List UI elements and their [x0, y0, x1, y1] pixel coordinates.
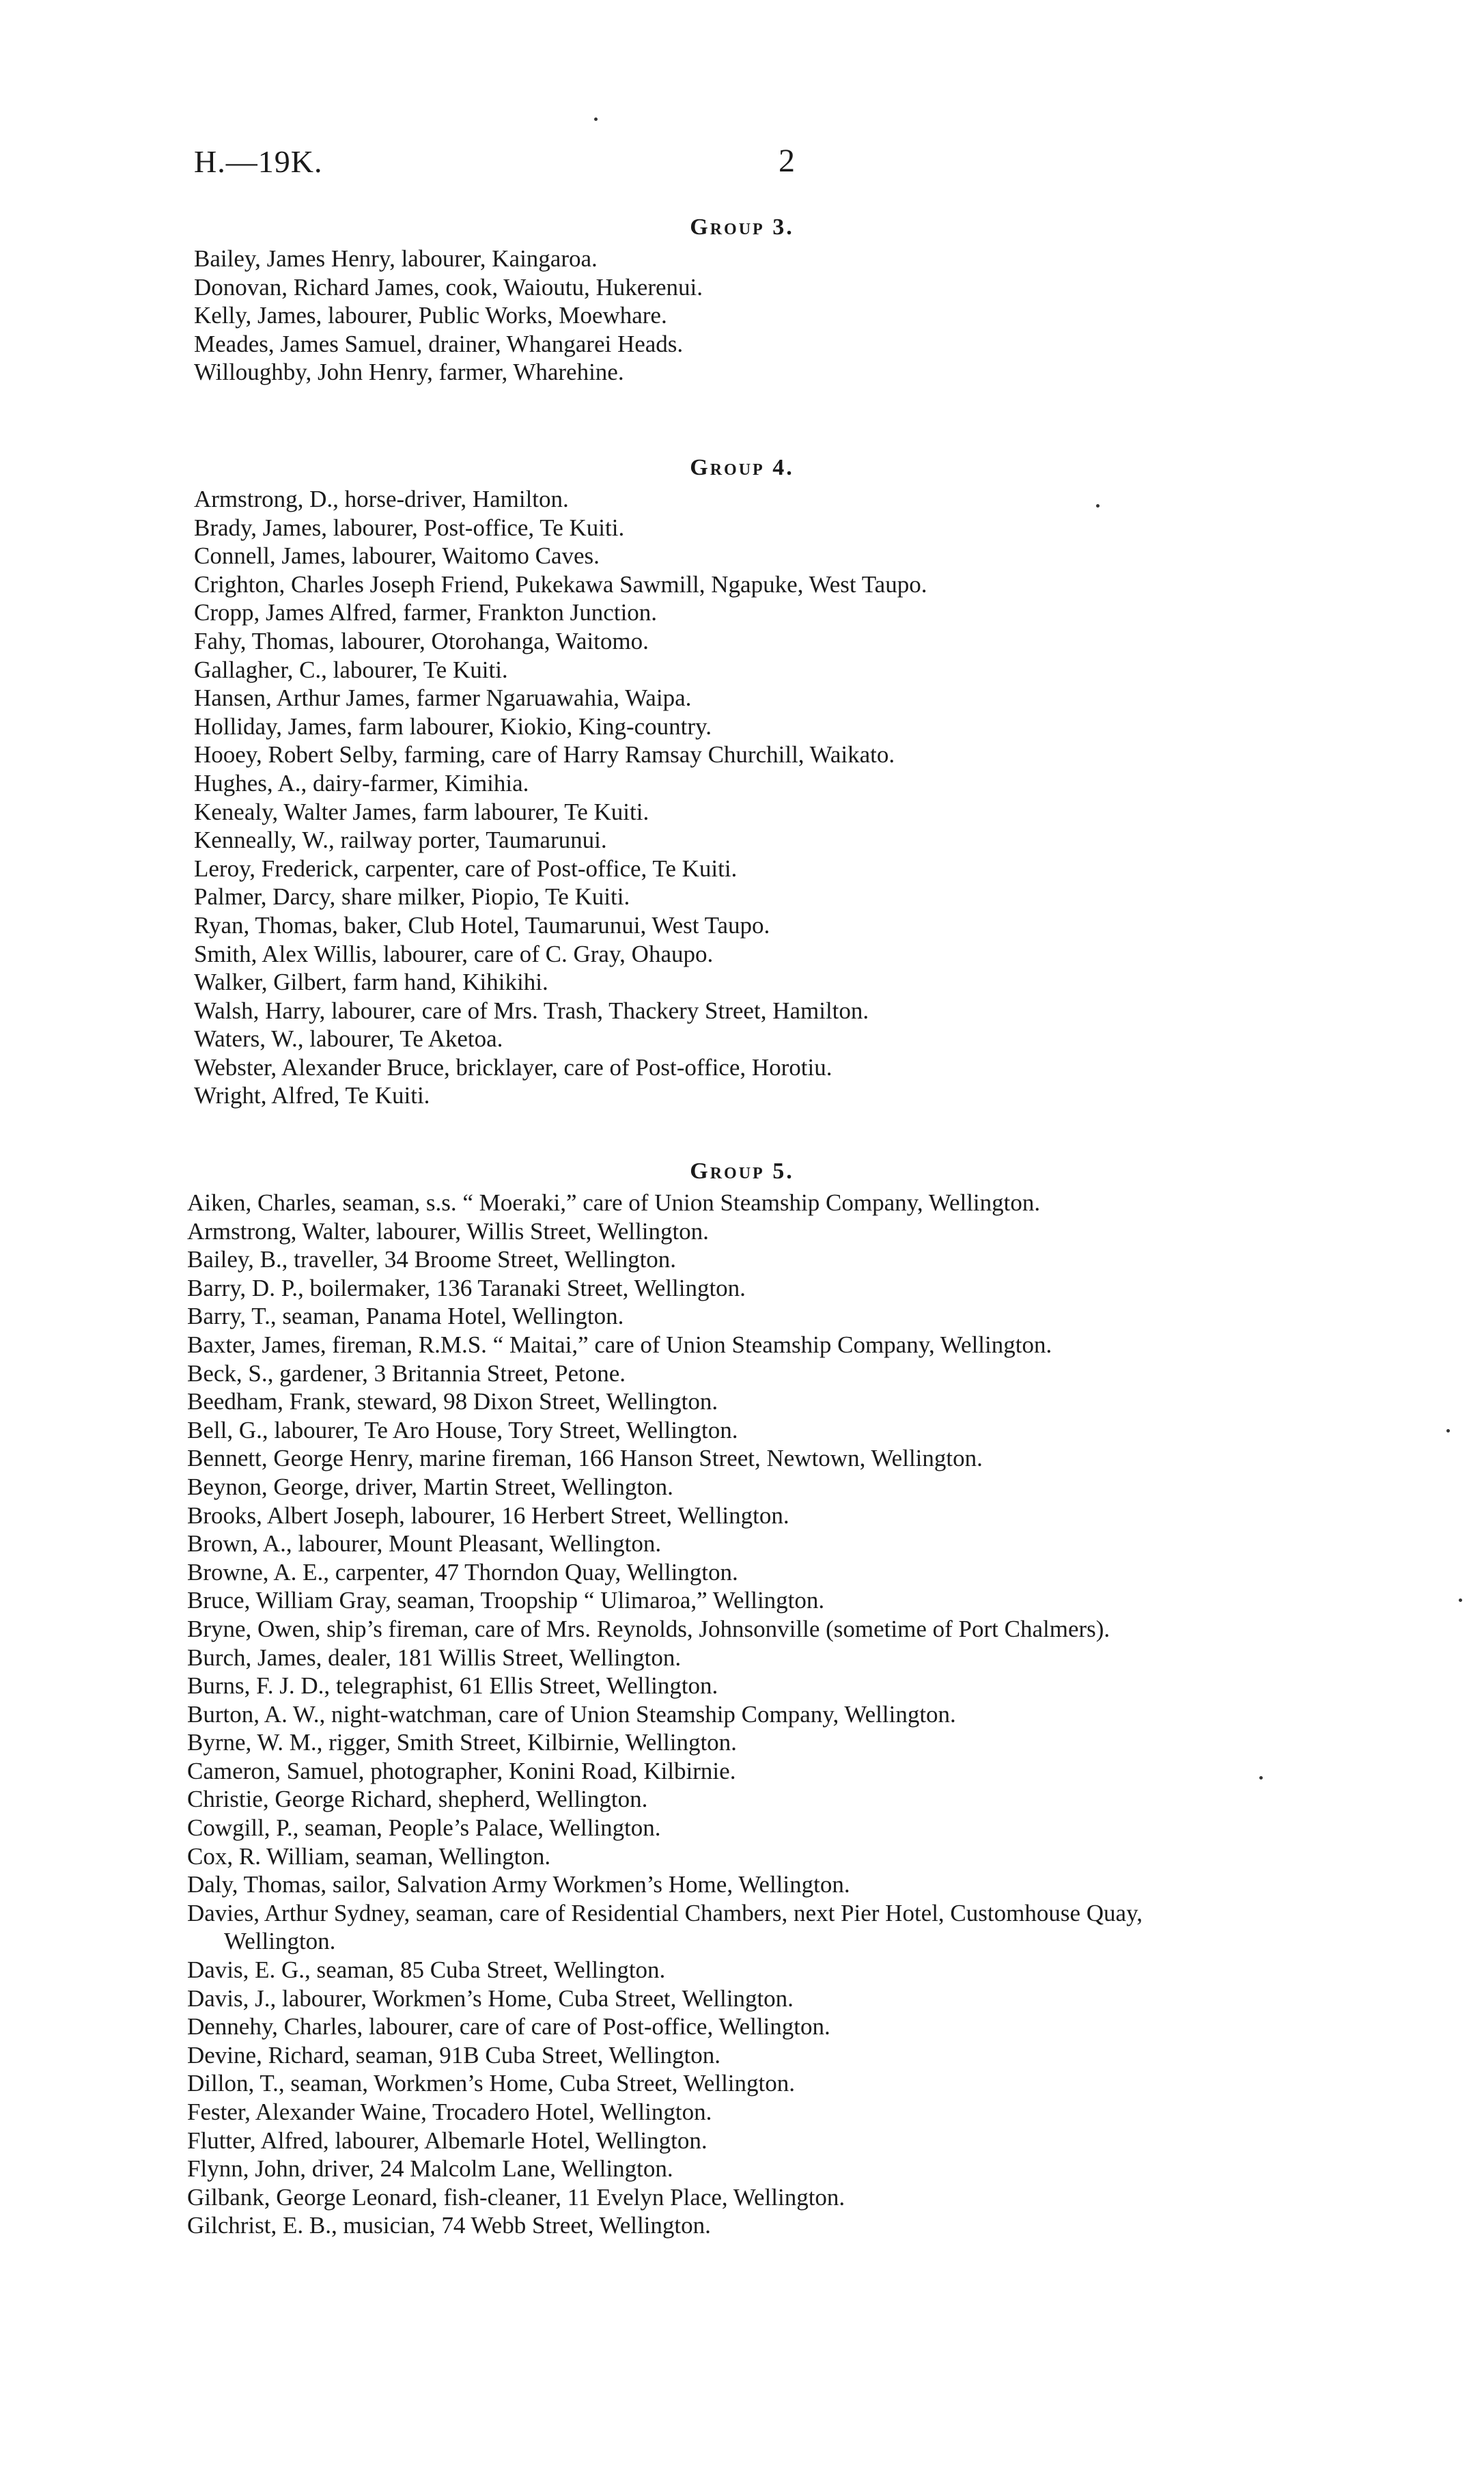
list-item: Wellington.	[224, 1928, 336, 1955]
list-item: Barry, D. P., boilermaker, 136 Taranaki Street, Wellington.	[187, 1274, 746, 1301]
list-item: Dillon, T., seaman, Workmen’s Home, Cuba Street, Wellington.	[187, 2070, 795, 2097]
group-5-section	[0, 1154, 1484, 2240]
list-item: Burns, F. J. D., telegraphist, 61 Ellis Street, Wellington.	[187, 1672, 718, 1700]
entry-list	[194, 485, 1484, 1110]
list-item: Barry, T., seaman, Panama Hotel, Wellington.	[187, 1303, 624, 1330]
list-item: Willoughby, John Henry, farmer, Wharehine.	[194, 359, 624, 386]
list-item: Cropp, James Alfred, farmer, Frankton Junction.	[194, 599, 658, 626]
entry-list	[194, 245, 1484, 387]
list-item: Brooks, Albert Joseph, labourer, 16 Herbert Street, Wellington.	[187, 1502, 789, 1529]
list-item: Baxter, James, fireman, R.M.S. “ Maitai,” care of Union Steamship Company, Wellington.	[187, 1331, 1052, 1358]
list-item: Beck, S., gardener, 3 Britannia Street, Petone.	[187, 1359, 626, 1387]
list-item: Burton, A. W., night-watchman, care of Union Steamship Company, Wellington.	[187, 1700, 956, 1728]
list-item: Bailey, B., traveller, 34 Broome Street, Wellington.	[187, 1246, 677, 1273]
list-item: Bailey, James Henry, labourer, Kaingaroa.	[194, 245, 598, 272]
list-item: Flynn, John, driver, 24 Malcolm Lane, Wellington.	[187, 2155, 673, 2183]
list-item: Christie, George Richard, shepherd, Wellington.	[187, 1786, 648, 1813]
list-item: Gilchrist, E. B., musician, 74 Webb Street, Wellington.	[187, 2212, 711, 2239]
list-item: Fahy, Thomas, labourer, Otorohanga, Waitomo.	[194, 627, 649, 654]
list-item: Gallagher, C., labourer, Te Kuiti.	[194, 656, 508, 683]
list-item: Fester, Alexander Waine, Trocadero Hotel, Wellington.	[187, 2099, 712, 2125]
group-heading: Group 3.	[690, 215, 794, 240]
print-speck	[594, 117, 598, 121]
page-number: 2	[779, 143, 795, 179]
list-item: Beynon, George, driver, Martin Street, Wellington.	[187, 1473, 673, 1500]
list-item: Webster, Alexander Bruce, bricklayer, care of Post-office, Horotiu.	[194, 1053, 832, 1081]
list-item: Smith, Alex Willis, labourer, care of C. Gray, Ohaupo.	[194, 940, 714, 967]
list-item: Leroy, Frederick, carpenter, care of Post-office, Te Kuiti.	[194, 855, 738, 882]
list-item: Armstrong, D., horse-driver, Hamilton.	[194, 486, 569, 512]
group-heading: Group 4.	[690, 455, 794, 480]
list-item: Devine, Richard, seaman, 91B Cuba Street, Wellington.	[187, 2041, 720, 2068]
list-item: Daly, Thomas, sailor, Salvation Army Workmen’s Home, Wellington.	[187, 1871, 850, 1898]
list-item: Burch, James, dealer, 181 Willis Street, Wellington.	[187, 1644, 682, 1671]
list-item: Davies, Arthur Sydney, seaman, care of Residential Chambers, next Pier Hotel, Customhouse Quay,	[187, 1899, 1143, 1926]
list-item: Ryan, Thomas, baker, Club Hotel, Taumarunui, West Taupo.	[194, 911, 770, 939]
list-item: Hughes, A., dairy-farmer, Kimihia.	[194, 769, 529, 797]
list-item: Brady, James, labourer, Post-office, Te Kuiti.	[194, 514, 625, 541]
list-item: Brown, A., labourer, Mount Pleasant, Wellington.	[187, 1530, 662, 1558]
list-item: Waters, W., labourer, Te Aketoa.	[194, 1025, 503, 1053]
list-item: Beedham, Frank, steward, 98 Dixon Street, Wellington.	[187, 1388, 718, 1415]
list-item: Donovan, Richard James, cook, Waioutu, Hukerenui.	[194, 273, 703, 301]
list-item: Kenealy, Walter James, farm labourer, Te Kuiti.	[194, 798, 649, 825]
list-item: Crighton, Charles Joseph Friend, Pukekawa Sawmill, Ngapuke, West Taupo.	[194, 570, 927, 598]
list-item: Davis, J., labourer, Workmen’s Home, Cuba Street, Wellington.	[187, 1984, 794, 2012]
list-item: Cox, R. William, seaman, Wellington.	[187, 1842, 551, 1870]
list-item: Walker, Gilbert, farm hand, Kihikihi.	[194, 969, 548, 996]
print-speck	[1446, 1429, 1450, 1433]
list-item: Aiken, Charles, seaman, s.s. “ Moeraki,” care of Union Steamship Company, Wellington.	[187, 1189, 1041, 1216]
list-item: Cowgill, P., seaman, People’s Palace, Wellington.	[187, 1814, 661, 1842]
list-item: Bell, G., labourer, Te Aro House, Tory Street, Wellington.	[187, 1416, 738, 1443]
group-heading: Group 5.	[690, 1159, 794, 1184]
print-speck	[1096, 504, 1100, 508]
list-item: Walsh, Harry, labourer, care of Mrs. Trash, Thackery Street, Hamilton.	[194, 997, 869, 1024]
list-item: Connell, James, labourer, Waitomo Caves.	[194, 542, 600, 570]
list-item: Kenneally, W., railway porter, Taumarunui.	[194, 827, 607, 854]
list-item: Bennett, George Henry, marine fireman, 166 Hanson Street, Newtown, Wellington.	[187, 1445, 983, 1472]
list-item: Dennehy, Charles, labourer, care of care of Post-office, Wellington.	[187, 2013, 830, 2040]
list-item: Kelly, James, labourer, Public Works, Moewhare.	[194, 302, 667, 329]
list-item: Gilbank, George Leonard, fish-cleaner, 11 Evelyn Place, Wellington.	[187, 2183, 845, 2211]
list-item: Palmer, Darcy, share milker, Piopio, Te Kuiti.	[194, 883, 630, 911]
list-item: Cameron, Samuel, photographer, Konini Road, Kilbirnie.	[187, 1757, 736, 1784]
list-item: Davis, E. G., seaman, 85 Cuba Street, Wellington.	[187, 1956, 666, 1984]
group-3-section	[0, 210, 1484, 387]
document-reference: H.—19K.	[194, 144, 323, 179]
list-item: Flutter, Alfred, labourer, Albemarle Hotel, Wellington.	[187, 2127, 708, 2154]
list-item: Bryne, Owen, ship’s fireman, care of Mrs. Reynolds, Johnsonville (sometime of Port Chalmers).	[187, 1615, 1110, 1642]
entry-list	[187, 1189, 1484, 2240]
print-speck	[1459, 1599, 1462, 1602]
list-item: Hooey, Robert Selby, farming, care of Harry Ramsay Churchill, Waikato.	[194, 741, 895, 769]
list-item: Armstrong, Walter, labourer, Willis Street, Wellington.	[187, 1217, 709, 1245]
print-speck	[1259, 1776, 1263, 1780]
list-item: Hansen, Arthur James, farmer Ngaruawahia, Waipa.	[194, 684, 692, 712]
list-item: Wright, Alfred, Te Kuiti.	[194, 1082, 430, 1109]
list-item: Browne, A. E., carpenter, 47 Thorndon Quay, Wellington.	[187, 1558, 738, 1586]
list-item: Holliday, James, farm labourer, Kiokio, King-country.	[194, 712, 712, 740]
group-4-section	[0, 451, 1484, 1110]
list-item: Meades, James Samuel, drainer, Whangarei Heads.	[194, 330, 684, 357]
list-item: Byrne, W. M., rigger, Smith Street, Kilbirnie, Wellington.	[187, 1729, 737, 1756]
list-item: Bruce, William Gray, seaman, Troopship “ Ulimaroa,” Wellington.	[187, 1587, 825, 1614]
